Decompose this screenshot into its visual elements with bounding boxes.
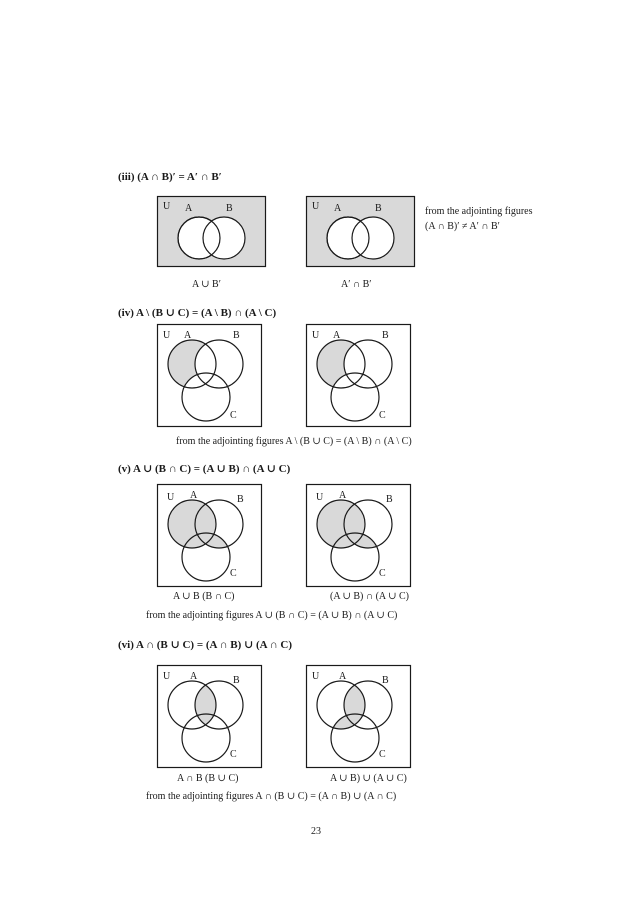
section-vi-heading: (vi) A ∩ (B ∪ C) = (A ∩ B) ∪ (A ∩ C) — [118, 639, 292, 651]
label-u: U — [163, 671, 171, 682]
venn-v-left — [157, 484, 263, 588]
section-iii-caption-right: A′ ∩ B′ — [341, 279, 372, 290]
label-a: A — [190, 671, 198, 682]
section-vi-caption-right: A ∪ B) ∪ (A ∪ C) — [330, 773, 407, 784]
label-a: A — [334, 203, 342, 214]
label-u: U — [312, 671, 320, 682]
label-c: C — [230, 410, 237, 421]
label-c: C — [230, 749, 237, 760]
label-u: U — [163, 330, 171, 341]
label-b: B — [237, 494, 244, 505]
label-b: B — [233, 675, 240, 686]
venn-v-right — [306, 484, 412, 588]
label-b: B — [386, 494, 393, 505]
section-iii-note-line1: from the adjointing figures — [425, 206, 533, 217]
label-a: A — [185, 203, 193, 214]
section-v-caption-right: (A ∪ B) ∩ (A ∪ C) — [330, 591, 409, 602]
venn-iii-left — [157, 196, 267, 268]
venn-iii-right — [306, 196, 416, 268]
section-vi-caption-left: A ∩ B (B ∪ C) — [177, 773, 239, 784]
label-a: A — [333, 330, 341, 341]
circle-b — [352, 217, 394, 259]
label-a: A — [339, 490, 347, 501]
label-b: B — [382, 330, 389, 341]
label-b: B — [233, 330, 240, 341]
section-iii-note-line2: (A ∩ B)′ ≠ A′ ∩ B′ — [425, 221, 500, 232]
label-a: A — [190, 490, 198, 501]
label-u: U — [316, 492, 324, 503]
page-number: 23 — [311, 826, 321, 837]
venn-iv-left — [157, 324, 263, 428]
label-b: B — [375, 203, 382, 214]
venn-vi-right — [306, 665, 412, 769]
section-v-heading: (v) A ∪ (B ∩ C) = (A ∪ B) ∩ (A ∪ C) — [118, 463, 291, 475]
section-iv-conclusion: from the adjointing figures A \ (B ∪ C) = (A \ B) ∩ (A \ C) — [176, 436, 412, 447]
label-b: B — [382, 675, 389, 686]
label-c: C — [379, 568, 386, 579]
venn-iv-right — [306, 324, 412, 428]
section-iii-heading: (iii) (A ∩ B)′ = A′ ∩ B′ — [118, 171, 222, 183]
label-a: A — [184, 330, 192, 341]
circle-b — [203, 217, 245, 259]
label-u: U — [167, 492, 175, 503]
section-iv-heading: (iv) A \ (B ∪ C) = (A \ B) ∩ (A \ C) — [118, 307, 277, 319]
section-iii-caption-left: A ∪ B′ — [192, 279, 221, 290]
venn-vi-left — [157, 665, 263, 769]
section-vi-conclusion: from the adjointing figures A ∩ (B ∪ C) = (A ∩ B) ∪ (A ∩ C) — [146, 791, 397, 802]
label-a: A — [339, 671, 347, 682]
label-c: C — [230, 568, 237, 579]
label-u: U — [312, 330, 320, 341]
label-b: B — [226, 203, 233, 214]
section-v-conclusion: from the adjointing figures A ∪ (B ∩ C) = (A ∪ B) ∩ (A ∪ C) — [146, 610, 398, 621]
label-u: U — [312, 201, 320, 212]
label-u: U — [163, 201, 171, 212]
label-c: C — [379, 410, 386, 421]
label-c: C — [379, 749, 386, 760]
section-v-caption-left: A ∪ B (B ∩ C) — [173, 591, 235, 602]
